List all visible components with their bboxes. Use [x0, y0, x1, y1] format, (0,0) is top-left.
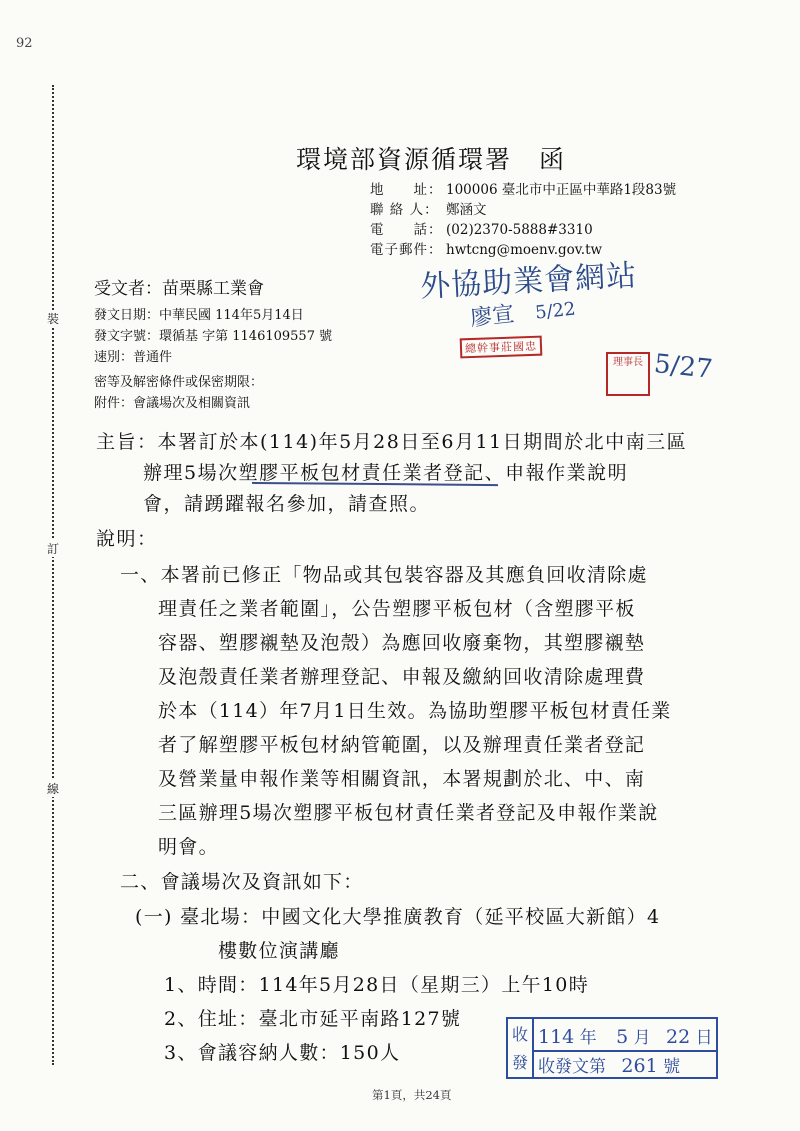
contact-person [370, 198, 487, 218]
receipt-month: 5 [616, 1026, 629, 1048]
issue-date: 發文日期：中華民國 114年5月14日 [94, 308, 304, 323]
contact-label: 地 址： [370, 182, 443, 198]
taipei-venue-line: (一) 臺北場：中國文化大學推廣教育（延平校區大新館）4 [135, 906, 661, 928]
receipt-stamp-side [508, 1019, 534, 1077]
receipt-doc-suffix: 號 [663, 1057, 681, 1077]
item1-line: 於本（114）年7月1日生效。為協助塑膠平板包材責任業 [158, 700, 672, 722]
signature-date: 5/22 [534, 298, 577, 324]
delivery-speed: 速別：普通件 [94, 350, 173, 365]
page-footer: 第1頁，共24頁 [372, 1088, 452, 1102]
receipt-stamp [506, 1017, 718, 1079]
explanation-heading: 說明： [96, 528, 158, 550]
binding-mark-bottom: 線 [44, 780, 62, 797]
receipt-stamp-side-top: 收 [511, 1025, 528, 1044]
binding-line [52, 85, 54, 1065]
contact-value: 100006 臺北市中正區中華路1段83號 [446, 182, 677, 198]
recipient: 受文者：苗栗縣工業會 [94, 279, 264, 299]
confidentiality: 密等及解密條件或保密期限： [94, 375, 264, 390]
subject-line-3: 會，請踴躍報名參加，請查照。 [143, 493, 431, 515]
chairman-stamp: 理事長 [606, 352, 650, 396]
taipei-address: 2、住址：臺北市延平南路127號 [164, 1008, 462, 1030]
item1-line: 三區辦理5場次塑膠平板包材責任業者登記及申報作業說 [158, 802, 659, 824]
item1-line: 一、本署前已修正「物品或其包裝容器及其應負回收清除處 [120, 564, 648, 586]
item2-heading: 二、會議場次及資訊如下： [120, 871, 364, 893]
contact-value: 鄭涵文 [446, 202, 487, 218]
binding-mark-top: 裝 [44, 310, 62, 327]
receipt-year: 114 [538, 1026, 575, 1048]
receipt-stamp-side-bottom: 發 [511, 1053, 528, 1072]
contact-value: hwtcng@moenv.gov.tw [446, 242, 603, 258]
item1-line: 者了解塑膠平板包材納管範圍，以及辦理責任業者登記 [158, 734, 646, 756]
item1-line: 容器、塑膠襯墊及泡殼）為應回收廢棄物，其塑膠襯墊 [158, 632, 646, 654]
contact-label: 聯 絡 人： [370, 202, 439, 218]
receipt-number-row [538, 1052, 680, 1077]
document-title: 環境部資源循環署 函 [296, 145, 567, 174]
receipt-month-label: 月 [633, 1028, 651, 1048]
receipt-doc-label: 收發文第 [538, 1057, 606, 1077]
contact-label: 電 話： [370, 222, 443, 238]
signature-name: 廖宣 [469, 301, 516, 332]
document-number: 發文字號：環循基 字第 1146109557 號 [94, 329, 333, 344]
item1-line: 明會。 [158, 836, 219, 858]
subject-line-1: 主旨：本署訂於本(114)年5月28日至6月11日期間於北中南三區 [96, 431, 688, 453]
receipt-day-label: 日 [695, 1028, 713, 1048]
taipei-venue-line: 樓數位演講廳 [218, 940, 340, 962]
receipt-day: 22 [665, 1026, 691, 1048]
item1-line: 及營業量申報作業等相關資訊，本署規劃於北、中、南 [158, 768, 646, 790]
taipei-time: 1、時間：114年5月28日（星期三）上午10時 [164, 974, 589, 996]
receipt-date-row [538, 1023, 713, 1048]
handwritten-date: 5/27 [652, 349, 714, 385]
attachment: 附件：會議場次及相關資訊 [94, 396, 251, 411]
item1-line: 理責任之業者範圍」，公告塑膠平板包材（含塑膠平板 [158, 598, 636, 620]
taipei-capacity: 3、會議容納人數：150人 [164, 1042, 401, 1064]
binding-mark-middle: 訂 [44, 540, 62, 557]
receipt-doc-number: 261 [621, 1055, 658, 1077]
contact-phone [370, 218, 593, 238]
contact-label: 電子郵件： [370, 242, 443, 258]
item1-line: 及泡殼責任業者辦理登記、申報及繳納回收清除處理費 [158, 666, 646, 688]
handwritten-note: 外協助業會網站 [419, 258, 638, 305]
receipt-year-label: 年 [579, 1028, 597, 1048]
contact-value: (02)2370-5888#3310 [446, 222, 593, 238]
subject-line-2: 辦理5場次塑膠平板包材責任業者登記、申報作業說明 [143, 462, 629, 484]
contact-address [370, 178, 676, 198]
secretary-stamp: 總幹事莊國忠 [460, 336, 543, 359]
page-number: 92 [16, 36, 33, 51]
